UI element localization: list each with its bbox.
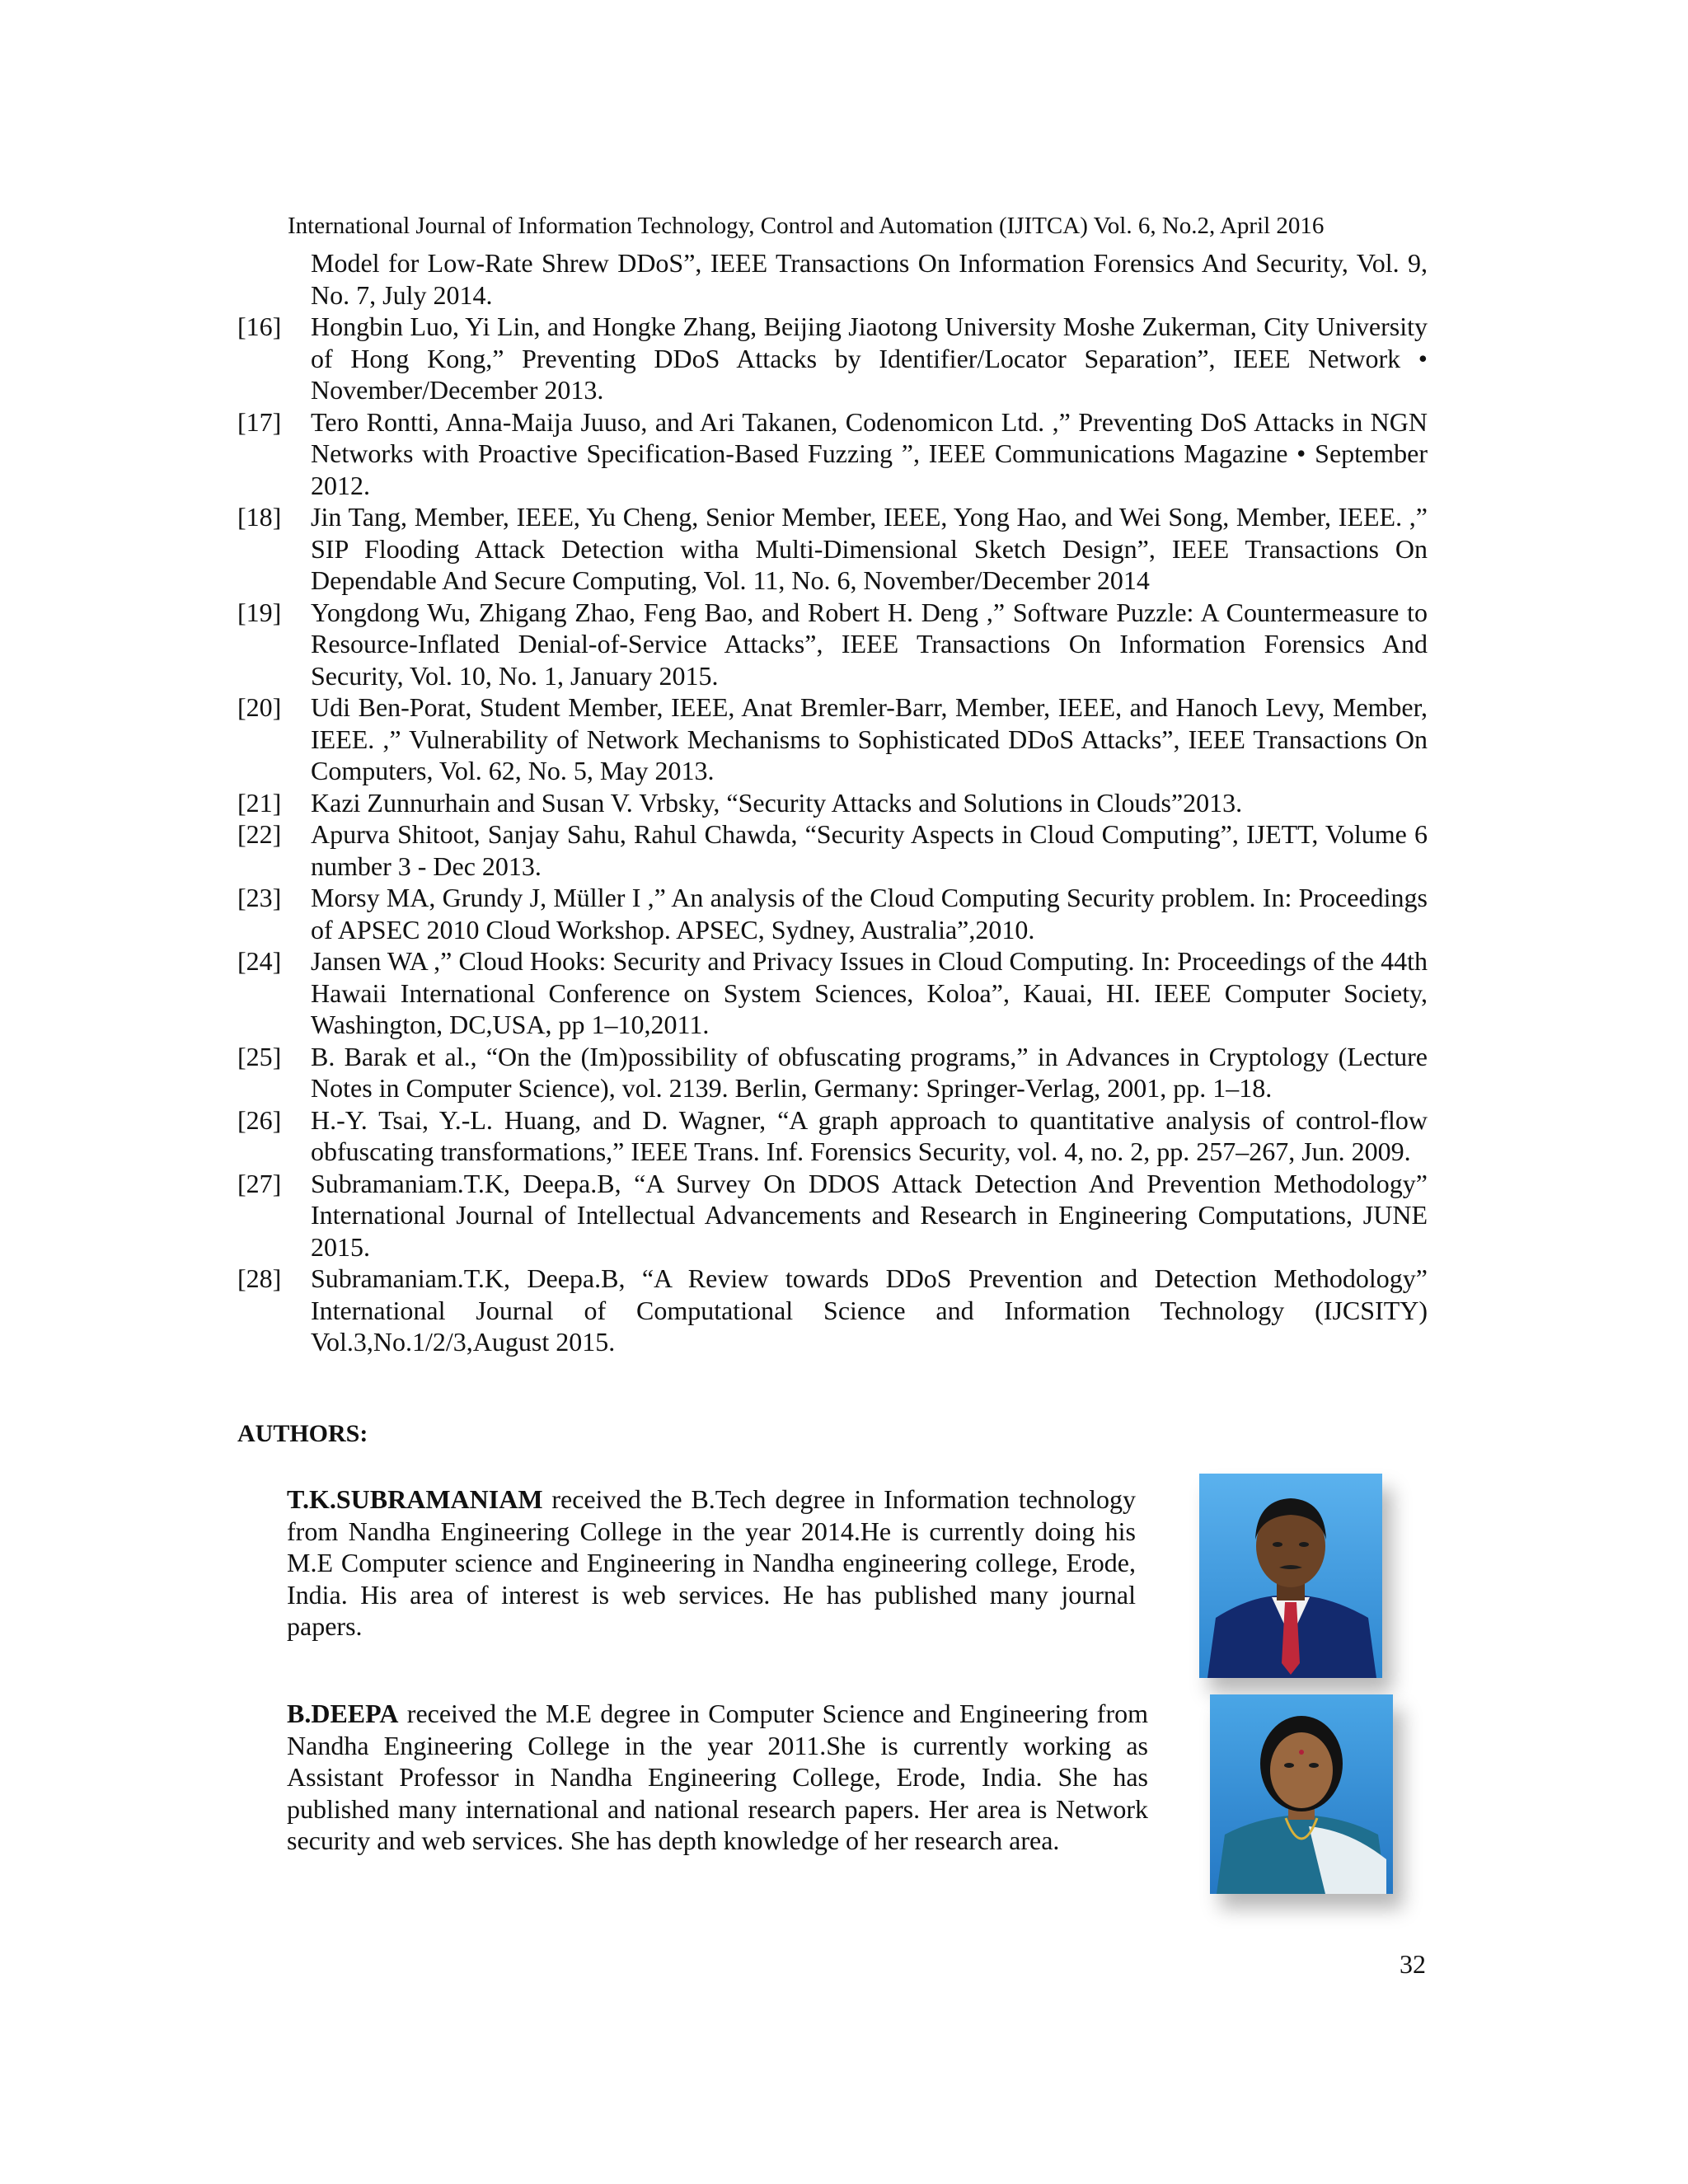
reference-text: Morsy MA, Grundy J, Müller I ,” An analysis of the Cloud Computing Security problem. In: Proceedings of APSEC 2010 Cloud Workshop. APSEC, Sydney, Australia”,2010. [311, 883, 1428, 944]
reference-item [237, 882, 1428, 945]
reference-item [237, 787, 1428, 819]
portrait-male-image [1199, 1474, 1382, 1678]
reference-text: Tero Rontti, Anna-Maija Juuso, and Ari Takanen, Codenomicon Ltd. ,” Preventing DoS Attacks in NGN Networks with Proactive Specification-Based Fuzzing ”, IEEE Communications Magazine • September 2012. [311, 406, 1428, 500]
reference-list [237, 247, 1428, 1358]
reference-item [237, 406, 1428, 502]
portrait-female-image [1210, 1694, 1393, 1894]
reference-number: [16] [237, 312, 282, 341]
reference-number: [25] [237, 1041, 282, 1071]
reference-number: [22] [237, 819, 282, 849]
reference-continued [237, 247, 1428, 311]
author-photo-deepa [1210, 1694, 1393, 1894]
reference-item [237, 691, 1428, 787]
reference-item [237, 597, 1428, 692]
reference-text: Hongbin Luo, Yi Lin, and Hongke Zhang, Beijing Jiaotong University Moshe Zukerman, City University of Hong Kong,” Preventing DDoS Attacks by Identifier/Locator Separation”, IEEE Network • November/December 2013. [311, 312, 1428, 405]
authors-heading: AUTHORS: [237, 1420, 368, 1447]
reference-item [237, 501, 1428, 597]
reference-number: [26] [237, 1104, 282, 1135]
reference-number: [19] [237, 597, 282, 627]
reference-number: [21] [237, 787, 282, 818]
reference-text: B. Barak et al., “On the (Im)possibility of obfuscating programs,” in Advances in Cryptology (Lecture Notes in Computer Science), vol. 2139. Berlin, Germany: Springer-Verlag, 2001, pp. 1–18. [311, 1041, 1428, 1103]
reference-text: Udi Ben-Porat, Student Member, IEEE, Anat Bremler-Barr, Member, IEEE, and Hanoch Levy, Member, IEEE. ,” Vulnerability of Network Mechanisms to Sophisticated DDoS Attacks”, IEEE Transactions On Computers, Vol. 62, No. 5, May 2013. [311, 692, 1428, 785]
reference-number: [18] [237, 502, 282, 532]
reference-text: Model for Low-Rate Shrew DDoS”, IEEE Transactions On Information Forensics And Security, Vol. 9, No. 7, July 2014. [311, 248, 1428, 310]
reference-number: [28] [237, 1263, 282, 1293]
reference-item [237, 311, 1428, 406]
reference-text: Kazi Zunnurhain and Susan V. Vrbsky, “Security Attacks and Solutions in Clouds”2013. [311, 787, 1243, 818]
reference-text: Subramaniam.T.K, Deepa.B, “A Review towards DDoS Prevention and Detection Methodology” International Journal of Computational Science and Information Technology (IJCSITY) Vol.3,No.1/2/3,August 2015. [311, 1263, 1428, 1357]
author-name: T.K.SUBRAMANIAM [287, 1484, 543, 1514]
reference-text: Jin Tang, Member, IEEE, Yu Cheng, Senior Member, IEEE, Yong Hao, and Wei Song, Member, IEEE. ,” SIP Flooding Attack Detection witha Multi-Dimensional Sketch Design”, IEEE Transactions On Dependable And Secure Computing, Vol. 11, No. 6, November/December 2014 [311, 502, 1428, 595]
reference-number: [27] [237, 1168, 282, 1198]
author-bio-text: received the M.E degree in Computer Science and Engineering from Nandha Engineering College in the year 2011.She is currently working as Assistant Professor in Nandha Engineering College, Erode, India. She has published many international and national research papers. Her area is Network security and web services. She has depth knowledge of her research area. [287, 1699, 1148, 1855]
reference-number: [17] [237, 406, 282, 437]
reference-items [237, 311, 1428, 1358]
reference-item [237, 1104, 1428, 1168]
author-photo-subramaniam [1199, 1474, 1382, 1678]
reference-item [237, 818, 1428, 882]
reference-item [237, 1041, 1428, 1104]
author-bio-subramaniam [287, 1483, 1136, 1643]
reference-text: Yongdong Wu, Zhigang Zhao, Feng Bao, and Robert H. Deng ,” Software Puzzle: A Countermeasure to Resource-Inflated Denial-of-Service Attacks”, IEEE Transactions On Information Forensics And Security, Vol. 10, No. 1, January 2015. [311, 597, 1428, 691]
page-number: 32 [1400, 1949, 1426, 1979]
reference-number: [24] [237, 946, 282, 976]
reference-item [237, 1168, 1428, 1263]
reference-item [237, 1263, 1428, 1358]
author-name: B.DEEPA [287, 1699, 399, 1728]
reference-item [237, 945, 1428, 1041]
author-bio-deepa [287, 1698, 1148, 1857]
reference-number: [23] [237, 883, 282, 912]
reference-text: Jansen WA ,” Cloud Hooks: Security and Privacy Issues in Cloud Computing. In: Proceedings of the 44th Hawaii International Conference on System Sciences, Koloa”, Kauai, HI. IEEE Computer Society, Washington, DC,USA, pp 1–10,2011. [311, 946, 1428, 1039]
author-bio-text: received the B.Tech degree in Information technology from Nandha Engineering College in the year 2014.He is currently doing his M.E Computer science and Engineering in Nandha engineering college, Erode, India. His area of interest is web services. He has published many journal papers. [287, 1484, 1136, 1641]
reference-text: Apurva Shitoot, Sanjay Sahu, Rahul Chawda, “Security Aspects in Cloud Computing”, IJETT, Volume 6 number 3 - Dec 2013. [311, 819, 1428, 881]
reference-text: H.-Y. Tsai, Y.-L. Huang, and D. Wagner, “A graph approach to quantitative analysis of control-flow obfuscating transformations,” IEEE Trans. Inf. Forensics Security, vol. 4, no. 2, pp. 257–267, Jun. 2009. [311, 1104, 1428, 1166]
reference-text: Subramaniam.T.K, Deepa.B, “A Survey On DDOS Attack Detection And Prevention Methodology” International Journal of Intellectual Advancements and Research in Engineering Computations, JUNE 2015. [311, 1168, 1428, 1262]
running-header: International Journal of Information Technology, Control and Automation (IJITCA) Vol. 6, No.2, April 2016 [288, 213, 1325, 239]
reference-number: [20] [237, 692, 282, 722]
